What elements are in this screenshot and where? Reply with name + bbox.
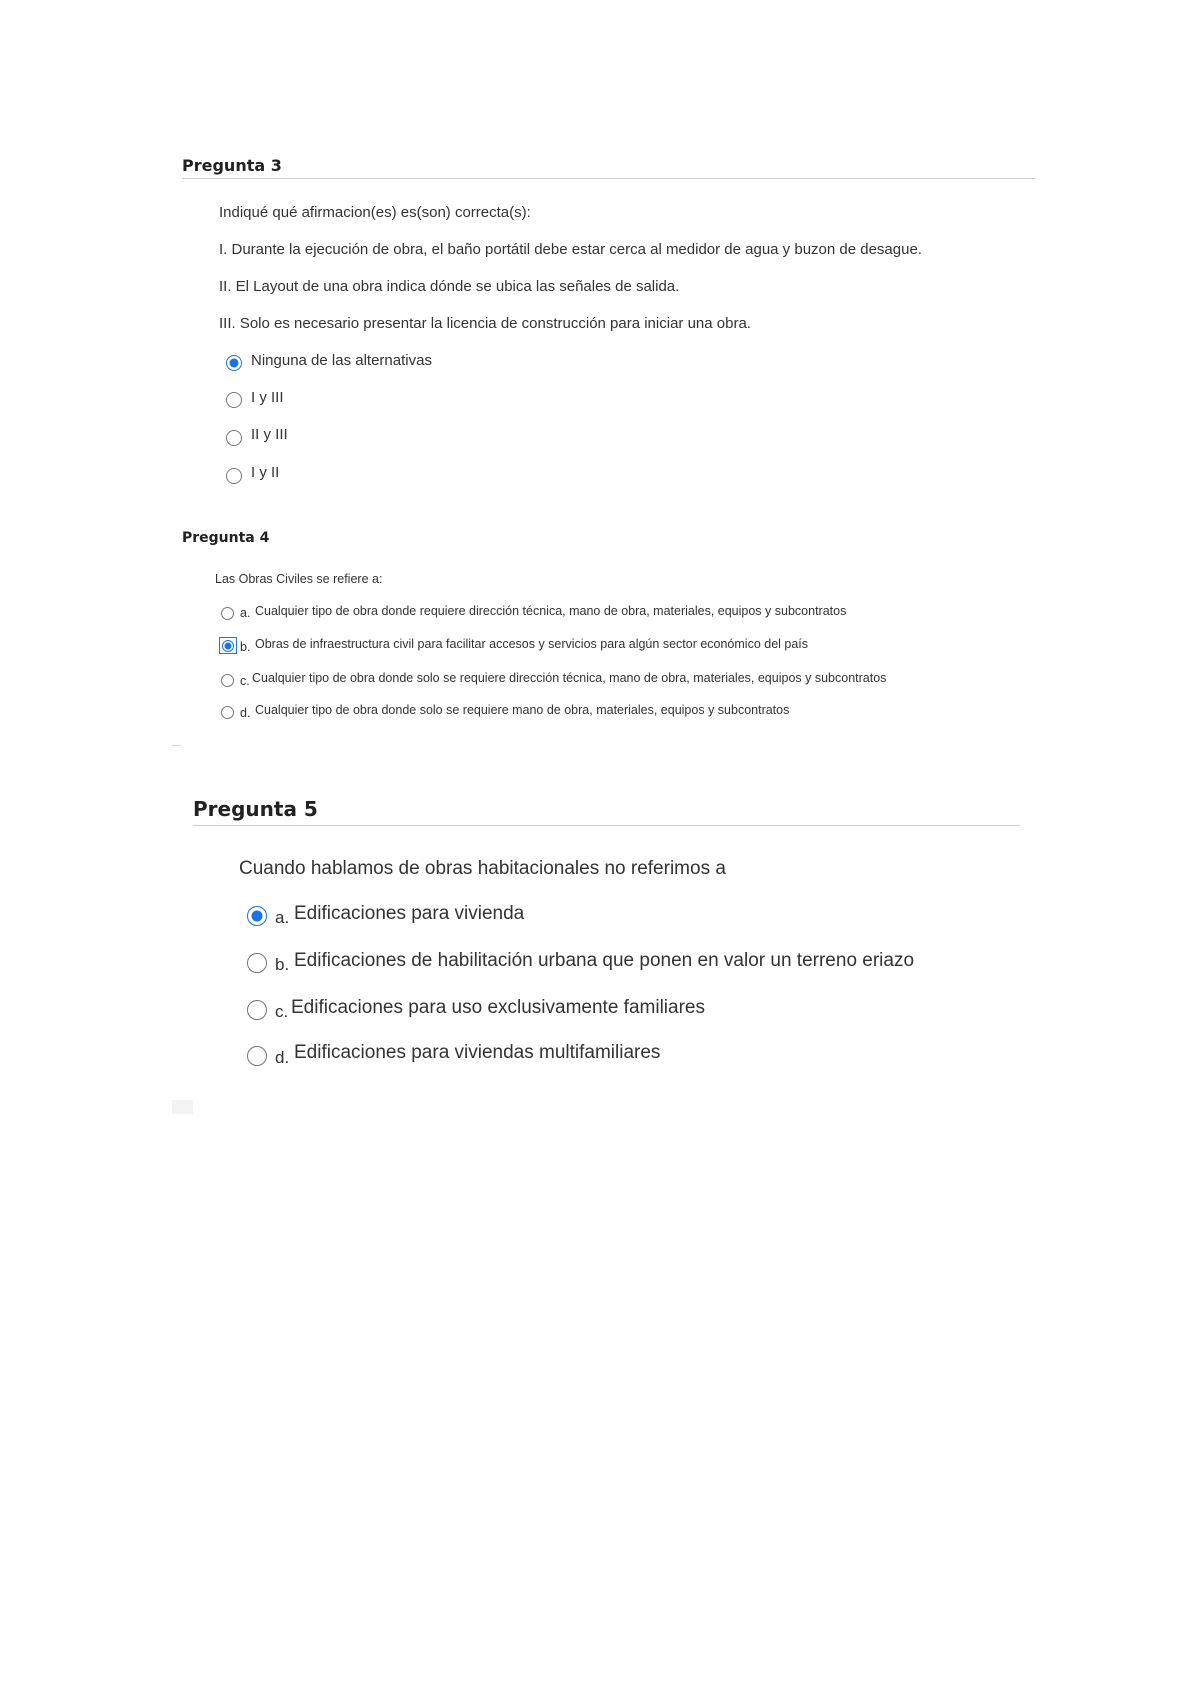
radio-button[interactable] bbox=[247, 953, 267, 973]
question-3-title: Pregunta 3 bbox=[182, 156, 282, 175]
question-5-title: Pregunta 5 bbox=[193, 797, 318, 821]
question-3-prompt: Indiqué qué afirmacion(es) es(son) correcta(s): bbox=[219, 204, 531, 221]
radio-button[interactable] bbox=[247, 1046, 267, 1066]
option-label: Edificaciones para uso exclusivamente familiares bbox=[291, 997, 705, 1018]
option-letter: c. bbox=[240, 674, 250, 688]
radio-button[interactable] bbox=[226, 392, 242, 408]
option-label: Ninguna de las alternativas bbox=[251, 352, 432, 369]
question-5-prompt: Cuando hablamos de obras habitacionales no referimos a bbox=[239, 858, 726, 879]
option-letter: d. bbox=[240, 706, 251, 720]
question-3-header bbox=[182, 156, 1035, 179]
radio-button[interactable] bbox=[226, 430, 242, 446]
option-letter: a. bbox=[275, 908, 290, 927]
option-letter: b. bbox=[275, 955, 290, 974]
option-label: Cualquier tipo de obra donde solo se requiere dirección técnica, mano de obra, materiales, equipos y subcontratos bbox=[252, 671, 887, 685]
option-label: Edificaciones para viviendas multifamiliares bbox=[294, 1042, 661, 1063]
radio-button-selected[interactable] bbox=[247, 906, 267, 926]
option-label: I y III bbox=[251, 389, 284, 406]
radio-button[interactable] bbox=[221, 674, 234, 687]
radio-button[interactable] bbox=[221, 706, 234, 719]
option-letter: c. bbox=[275, 1002, 289, 1021]
radio-button-selected[interactable] bbox=[226, 355, 242, 371]
radio-button-selected[interactable] bbox=[222, 640, 234, 652]
radio-button[interactable] bbox=[247, 1000, 267, 1020]
question-5-header bbox=[193, 797, 1020, 826]
question-3-statement-3: III. Solo es necesario presentar la licencia de construcción para iniciar una obra. bbox=[219, 315, 751, 332]
question-3-statement-2: II. El Layout de una obra indica dónde se ubica las señales de salida. bbox=[219, 278, 680, 295]
option-letter: a. bbox=[240, 606, 251, 620]
option-label: Edificaciones para vivienda bbox=[294, 903, 525, 924]
question-4-title: Pregunta 4 bbox=[182, 530, 270, 546]
option-label: Edificaciones de habilitación urbana que ponen en valor un terreno eriazo bbox=[294, 950, 915, 971]
option-label: I y II bbox=[251, 464, 280, 481]
question-4-prompt: Las Obras Civiles se refiere a: bbox=[215, 572, 383, 586]
radio-button[interactable] bbox=[226, 468, 242, 484]
option-label: Obras de infraestructura civil para facilitar accesos y servicios para algún sector económico del país bbox=[255, 637, 809, 651]
radio-button[interactable] bbox=[221, 607, 234, 620]
divider-mark bbox=[172, 745, 181, 746]
divider-mark bbox=[172, 1100, 193, 1114]
question-3-statement-1: I. Durante la ejecución de obra, el baño portátil debe estar cerca al medidor de agua y buzon de desague. bbox=[219, 241, 922, 258]
option-letter: b. bbox=[240, 640, 251, 654]
option-letter: d. bbox=[275, 1048, 290, 1067]
option-label: II y III bbox=[251, 426, 288, 443]
option-label: Cualquier tipo de obra donde solo se requiere mano de obra, materiales, equipos y subcontratos bbox=[255, 703, 790, 717]
option-label: Cualquier tipo de obra donde requiere dirección técnica, mano de obra, materiales, equipos y subcontratos bbox=[255, 604, 847, 618]
